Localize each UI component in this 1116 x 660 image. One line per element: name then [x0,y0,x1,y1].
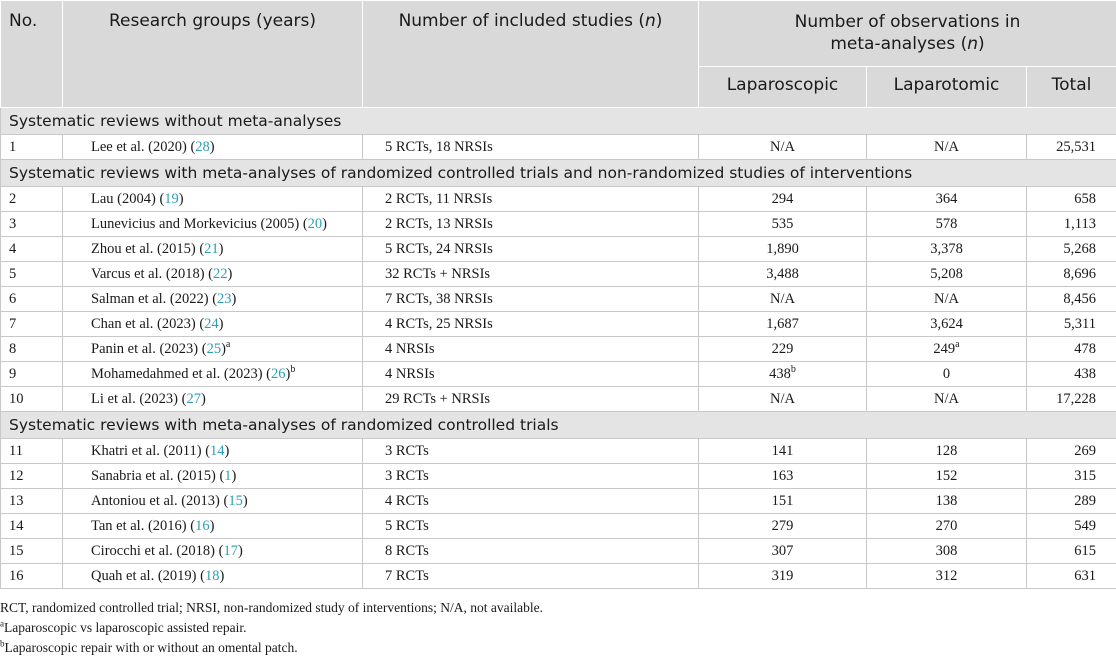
laparotomic-count: 308 [867,539,1027,564]
row-number: 8 [1,337,63,362]
laparotomic-count: 312 [867,564,1027,589]
research-group: Mohamedahmed et al. (2023) $(26)^b$ [63,362,363,387]
row-number: 16 [1,564,63,589]
laparoscopic-count: 3,488 [699,262,867,287]
table-row [1,262,1116,287]
laparoscopic-count: 1,687 [699,312,867,337]
total-count: 8,696 [1027,262,1116,287]
laparoscopic-count: 279 [699,514,867,539]
research-group: Zhou et al. (2015) (21) [63,237,363,262]
research-group: Li et al. (2023) (27) [63,387,363,412]
research-group: Antoniou et al. (2013) (15) [63,489,363,514]
included-studies: 7 RCTs, 38 NRSIs [363,287,699,312]
total-count: 25,531 [1027,135,1116,160]
table-row [1,287,1116,312]
footnote-marker: b [790,364,796,376]
reference-link[interactable]: 24 [204,316,219,332]
laparotomic-count: N/A [867,387,1027,412]
row-number: 11 [1,439,63,464]
research-group: Panin et al. (2023) $(25)^a$ [63,337,363,362]
total-count: 658 [1027,187,1116,212]
research-group: Varcus et al. (2018) (22) [63,262,363,287]
included-studies: 3 RCTs [363,464,699,489]
laparotomic-count: 249$^a$ [867,337,1027,362]
row-number: 7 [1,312,63,337]
reference-link[interactable]: 26 [270,366,286,382]
reference-link[interactable]: 1 [224,468,232,484]
total-count: 5,311 [1027,312,1116,337]
table-row [1,312,1116,337]
research-group: Lunevicius and Morkevicius (2005) (20) [63,212,363,237]
total-count: 615 [1027,539,1116,564]
laparoscopic-count: 229 [699,337,867,362]
row-number: 9 [1,362,63,387]
footnotes [0,598,1116,658]
laparotomic-count: 138 [867,489,1027,514]
header-included-studies: Number of included studies (n) [363,1,699,108]
laparotomic-count: 578 [867,212,1027,237]
laparoscopic-count: 1,890 [699,237,867,262]
total-count: 8,456 [1027,287,1116,312]
research-group: Chan et al. (2023) (24) [63,312,363,337]
table-row [1,337,1116,362]
included-studies: 32 RCTs + NRSIs [363,262,699,287]
laparoscopic-count: 535 [699,212,867,237]
research-group: Cirocchi et al. (2018) (17) [63,539,363,564]
footnote-marker: a [955,339,960,351]
reference-link[interactable]: 27 [186,391,201,407]
laparoscopic-count: 294 [699,187,867,212]
table-row [1,514,1116,539]
footnote-marker: b [290,364,296,376]
row-number: 6 [1,287,63,312]
table-row [1,387,1116,412]
table-row [1,237,1116,262]
laparotomic-count: N/A [867,287,1027,312]
header-observations: Number of observations in meta-analyses (n) [699,1,1116,67]
table-row [1,464,1116,489]
research-group: Sanabria et al. (2015) (1) [63,464,363,489]
total-count: 289 [1027,489,1116,514]
section-header-row [1,412,1116,439]
reference-link[interactable]: 21 [204,241,219,257]
laparotomic-count: 152 [867,464,1027,489]
laparotomic-count: 270 [867,514,1027,539]
total-count: 315 [1027,464,1116,489]
header-laparoscopic: Laparoscopic [699,66,867,107]
row-number: 13 [1,489,63,514]
total-count: 5,268 [1027,237,1116,262]
laparotomic-count: N/A [867,135,1027,160]
table-row [1,439,1116,464]
laparotomic-count: 128 [867,439,1027,464]
laparoscopic-count: N/A [699,287,867,312]
research-group: Lau (2004) (19) [63,187,363,212]
total-count: 269 [1027,439,1116,464]
table-row [1,187,1116,212]
reference-link[interactable]: 19 [164,191,179,207]
reference-link[interactable]: 15 [228,493,243,509]
included-studies: 4 NRSIs [363,362,699,387]
footnote-marker: a [225,339,231,351]
laparoscopic-count: N/A [699,135,867,160]
table-body [1,108,1116,589]
total-count: 1,113 [1027,212,1116,237]
included-studies: 4 RCTs, 25 NRSIs [363,312,699,337]
research-group: Lee et al. (2020) (28) [63,135,363,160]
research-group: Khatri et al. (2011) (14) [63,439,363,464]
research-group: Tan et al. (2016) (16) [63,514,363,539]
laparoscopic-count: 438$^b$ [699,362,867,387]
row-number: 10 [1,387,63,412]
reference-link[interactable]: 28 [195,139,210,155]
header-total: Total [1027,66,1116,107]
included-studies: 7 RCTs [363,564,699,589]
reference-link[interactable]: 17 [223,543,238,559]
total-count: 478 [1027,337,1116,362]
table-row [1,564,1116,589]
header-laparotomic: Laparotomic [867,66,1027,107]
included-studies: 29 RCTs + NRSIs [363,387,699,412]
footnote-a: $^a$Laparoscopic vs laparoscopic assisted repair. [0,618,247,635]
laparotomic-count: 3,378 [867,237,1027,262]
included-studies: 5 RCTs, 24 NRSIs [363,237,699,262]
row-number: 4 [1,237,63,262]
reference-link[interactable]: 23 [217,291,232,307]
section-header-row [1,108,1116,135]
section-title: Systematic reviews with meta-analyses of randomized controlled trials and non-randomized studies of interventions [1,160,1116,187]
table-row [1,135,1116,160]
included-studies: 8 RCTs [363,539,699,564]
total-count: 631 [1027,564,1116,589]
laparoscopic-count: 163 [699,464,867,489]
included-studies: 2 RCTs, 13 NRSIs [363,212,699,237]
laparotomic-count: 5,208 [867,262,1027,287]
laparoscopic-count: 141 [699,439,867,464]
table-row [1,539,1116,564]
included-studies: 5 RCTs [363,514,699,539]
included-studies: 3 RCTs [363,439,699,464]
header-research-groups: Research groups (years) [63,1,363,108]
total-count: 438 [1027,362,1116,387]
included-studies: 5 RCTs, 18 NRSIs [363,135,699,160]
row-number: 12 [1,464,63,489]
table-header [1,1,1116,108]
included-studies: 4 RCTs [363,489,699,514]
laparoscopic-count: 151 [699,489,867,514]
research-group: Quah et al. (2019) (18) [63,564,363,589]
research-group: Salman et al. (2022) (23) [63,287,363,312]
row-number: 14 [1,514,63,539]
row-number: 2 [1,187,63,212]
total-count: 549 [1027,514,1116,539]
reference-link[interactable]: 16 [195,518,210,534]
footnote-b: $^b$Laparoscopic repair with or without an omental patch. [0,638,298,655]
table-row [1,489,1116,514]
reference-link[interactable]: 14 [210,443,225,459]
section-title: Systematic reviews with meta-analyses of randomized controlled trials [1,412,1116,439]
included-studies: 2 RCTs, 11 NRSIs [363,187,699,212]
reference-link[interactable]: 18 [204,568,220,584]
section-header-row [1,160,1116,187]
laparotomic-count: 3,624 [867,312,1027,337]
laparotomic-count: 364 [867,187,1027,212]
row-number: 1 [1,135,63,160]
reference-link[interactable]: 25 [206,341,222,357]
table-row [1,212,1116,237]
laparoscopic-count: N/A [699,387,867,412]
table-row [1,362,1116,387]
section-title: Systematic reviews without meta-analyses [1,108,1116,135]
laparoscopic-count: 319 [699,564,867,589]
row-number: 3 [1,212,63,237]
included-studies: 4 NRSIs [363,337,699,362]
row-number: 15 [1,539,63,564]
reference-link[interactable]: 20 [307,216,323,232]
header-no: No. [1,1,63,108]
footnote-abbreviations: RCT, randomized controlled trial; NRSI, non-randomized study of interventions; N/A, not available. [0,600,544,615]
reference-link[interactable]: 22 [213,266,228,282]
row-number: 5 [1,262,63,287]
total-count: 17,228 [1027,387,1116,412]
laparoscopic-count: 307 [699,539,867,564]
laparotomic-count: 0 [867,362,1027,387]
